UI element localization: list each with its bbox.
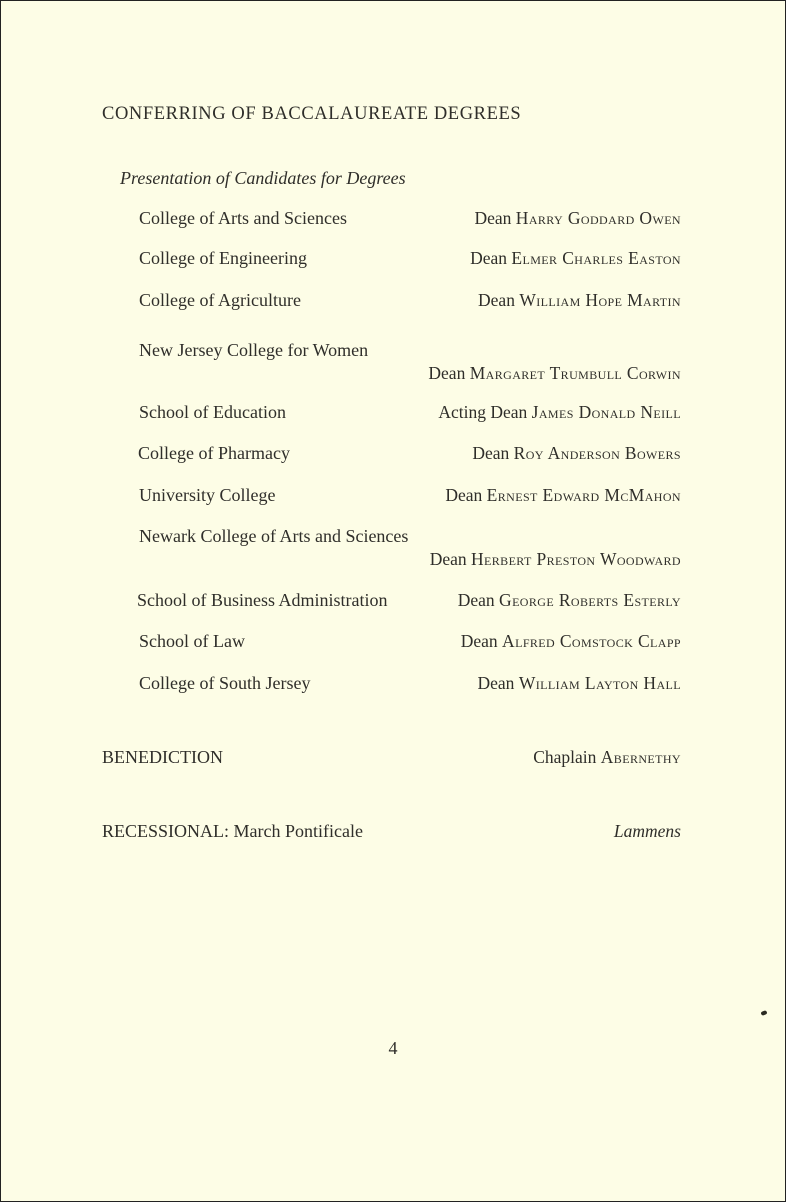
dean-entry (474, 208, 681, 229)
dean-name: George Roberts Esterly (499, 590, 681, 610)
dean-entry (430, 549, 681, 570)
dean-entry (478, 290, 681, 311)
dean-name: Ernest Edward McMahon (486, 485, 681, 505)
college-name: School of Business Administration (137, 590, 388, 610)
officiant-title: Chaplain (533, 747, 597, 767)
dean-title: Dean (429, 549, 467, 569)
college-name: College of Pharmacy (138, 443, 290, 463)
dean-name: William Hope Martin (519, 290, 681, 310)
college-name: College of South Jersey (139, 673, 311, 693)
dean-title: Acting Dean (438, 402, 528, 422)
dean-entry (478, 673, 682, 694)
dean-name: Herbert Preston Woodward (471, 549, 681, 569)
dean-title: Dean (478, 290, 515, 310)
dean-name: Alfred Comstock Clapp (502, 631, 681, 651)
page-number: 4 (388, 1038, 398, 1058)
dean-title: Dean (445, 485, 483, 505)
college-name: New Jersey College for Women (139, 340, 369, 360)
college-name: School of Law (139, 631, 245, 651)
officiant-name: Abernethy (600, 747, 681, 767)
college-name: University College (139, 485, 276, 505)
dean-entry (438, 402, 681, 423)
dean-title: Dean (428, 363, 466, 383)
college-name: Newark College of Arts and Sciences (139, 526, 409, 546)
dean-name: Margaret Trumbull Corwin (469, 363, 681, 383)
dean-entry (458, 590, 681, 611)
dean-title: Dean (472, 443, 510, 463)
recessional-label: RECESSIONAL: March Pontificale (102, 821, 363, 841)
dean-title: Dean (474, 208, 512, 228)
dean-entry (428, 363, 681, 384)
dean-title: Dean (470, 248, 508, 268)
college-name: School of Education (139, 402, 286, 422)
dean-entry (461, 631, 681, 652)
dean-title: Dean (477, 673, 515, 693)
dean-entry (470, 248, 681, 269)
dean-name: James Donald Neill (531, 402, 681, 422)
subheading: Presentation of Candidates for Degrees (120, 168, 406, 188)
dean-entry (472, 443, 681, 464)
dean-name: William Layton Hall (518, 673, 681, 693)
benediction-officiant (533, 747, 681, 768)
college-name: College of Agriculture (139, 290, 301, 310)
dean-title: Dean (460, 631, 498, 651)
section-heading: CONFERRING OF BACCALAUREATE DEGREES (102, 104, 522, 124)
benediction-label: BENEDICTION (102, 747, 223, 767)
ink-speck (760, 1010, 767, 1016)
college-name: College of Arts and Sciences (139, 208, 347, 228)
college-name: College of Engineering (139, 248, 307, 268)
dean-name: Elmer Charles Easton (511, 248, 681, 268)
dean-name: Roy Anderson Bowers (513, 443, 681, 463)
dean-name: Harry Goddard Owen (515, 208, 681, 228)
recessional-composer: Lammens (613, 821, 681, 841)
dean-title: Dean (457, 590, 495, 610)
dean-entry (445, 485, 681, 506)
